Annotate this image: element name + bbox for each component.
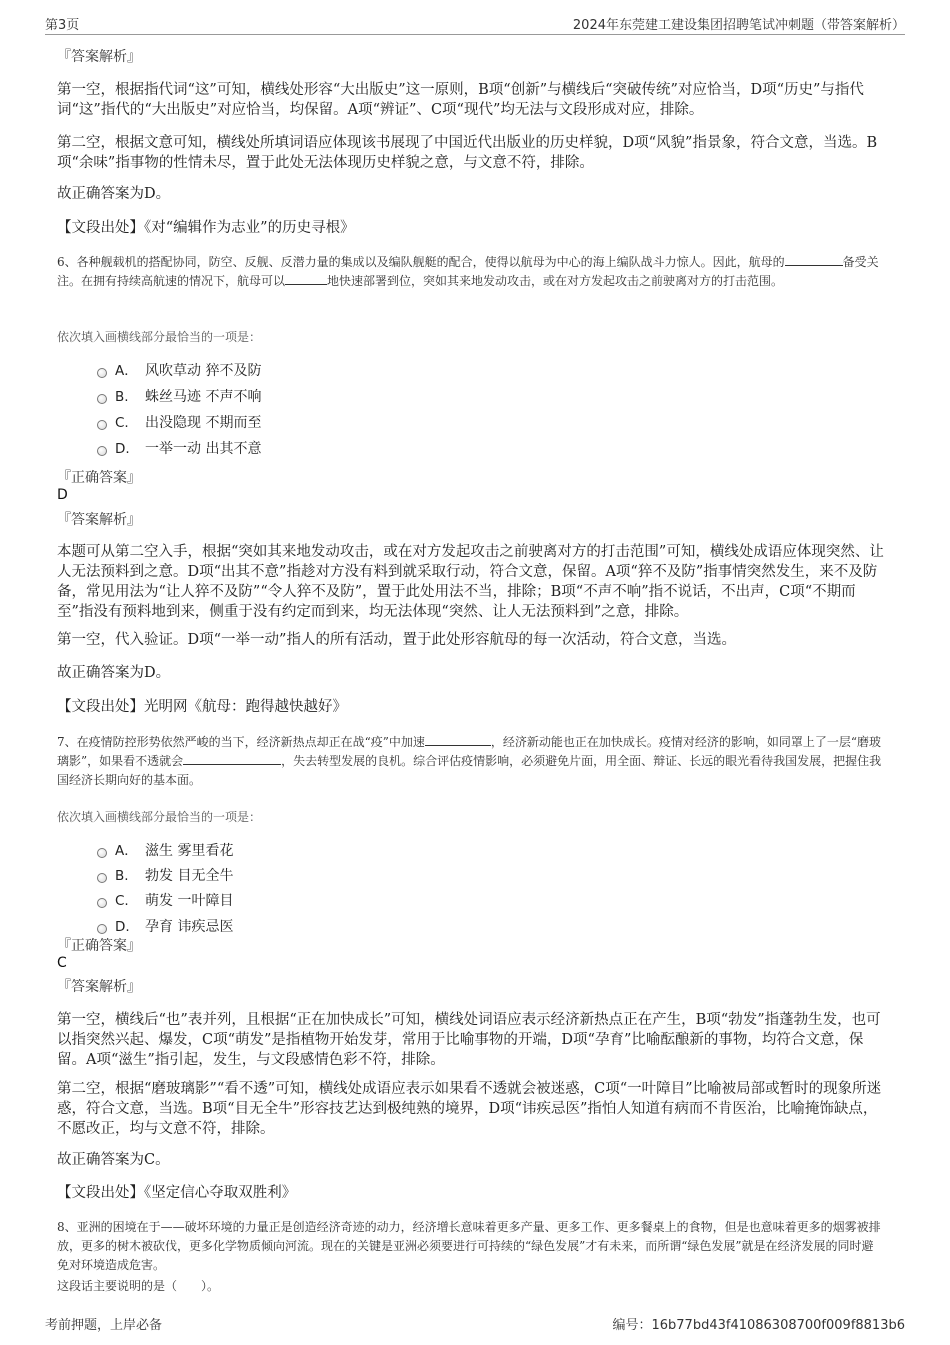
page-number: 第3页 (45, 18, 80, 33)
radio-icon[interactable] (97, 924, 107, 934)
q7-stem-part-b: ，经济新动能也正在加快成长。疫情对经济的影响，如同罩上了一层“磨玻璃影”，如果看不透就会 (57, 735, 882, 768)
q6-answer-label: 『正确答案』 (57, 470, 141, 486)
q6-analysis-p2: 第一空，代入验证。D项“一举一动”指人的所有活动，置于此处形容航母的每一次活动，符合文意，当选。 (57, 632, 736, 648)
q6-stem (57, 253, 885, 291)
q6-option-b[interactable]: B. 蛛丝马迹 不声不响 (97, 387, 261, 407)
q7-blank-2 (183, 752, 281, 765)
q6-blank-1 (785, 253, 843, 266)
q8-question: 这段话主要说明的是（ ）。 (57, 1279, 220, 1293)
q7-option-c[interactable]: C. 萌发 一叶障目 (97, 891, 233, 911)
q5-source: 【文段出处】《对“编辑作为志业”的历史寻根》 (57, 220, 355, 236)
q6-option-d[interactable]: D. 一举一动 出其不意 (97, 439, 261, 459)
q7-analysis-label: 『答案解析』 (57, 979, 141, 995)
q6-answer: D (57, 487, 68, 503)
radio-icon[interactable] (97, 368, 107, 378)
q6-stem-part-a: 6、各种舰载机的搭配协同，防空、反舰、反潜力量的集成以及编队舰艇的配合，使得以航母为中心的海上编队战斗力惊人。因此，航母的 (57, 255, 785, 269)
q7-conclusion: 故正确答案为C。 (57, 1152, 170, 1168)
q7-analysis-p1: 第一空，横线后“也”表并列，且根据“正在加快成长”可知，横线处词语应表示经济新热点正在产生，B项“勃发”指蓬勃生发，也可以指突然兴起、爆发，C项“萌发”是指植物开始发芽，常用于比喻事物的开端，D项“孕育”比喻酝酿新的事物，均符合文意，保留。A项“滋生”指引起，发生，与文段感情色彩不符，排除。 (57, 1012, 881, 1068)
q6-analysis-label: 『答案解析』 (57, 512, 141, 528)
page-header (45, 14, 905, 35)
q6-stem-part-b: 备受关注。在拥有持续高航速的情况下，航母可以 (57, 255, 879, 288)
q7-stem (57, 733, 885, 790)
radio-icon[interactable] (97, 873, 107, 883)
q6-blank-2 (285, 272, 327, 285)
q7-option-b[interactable]: B. 勃发 目无全牛 (97, 866, 233, 886)
q7-analysis-p2: 第二空，根据“磨玻璃影”“看不透”可知，横线处成语应表示如果看不透就会被迷惑，C项“一叶障目”比喻被局部或暂时的现象所迷惑，符合文意，当选。B项“目无全牛”形容技艺达到极纯熟的境界，D项“讳疾忌医”指怕人知道有病而不肯医治，比喻掩饰缺点，不愿改正，均与文意不符，排除。 (57, 1081, 882, 1137)
q7-option-a[interactable]: A． 滋生 雾里看花 (97, 841, 233, 861)
document-title: 2024年东莞建工建设集团招聘笔试冲刺题（带答案解析） (572, 18, 905, 33)
q7-answer: C (57, 955, 67, 971)
q6-analysis-p1: 本题可从第二空入手，根据“突如其来地发动攻击，或在对方发起攻击之前驶离对方的打击范围”可知，横线处成语应体现突然、让人无法预料到之意。D项“出其不意”指趁对方没有料到就采取行动，符合文意，保留。A项“猝不及防”指事情突然发生，来不及防备，常见用法为“让人猝不及防”“令人猝不及防”，置于此处用法不当，排除；B项“不声不响”指不说话，不出声，C项“不期而至”指没有预料地到来，侧重于没有约定而到来，均无法体现“突然、让人无法预料到”之意，排除。 (57, 544, 884, 620)
q7-answer-label: 『正确答案』 (57, 938, 141, 954)
q6-source: 【文段出处】光明网《航母：跑得越快越好》 (57, 699, 347, 715)
radio-icon[interactable] (97, 446, 107, 456)
q5-analysis-p2: 第二空，根据文意可知，横线处所填词语应体现该书展现了中国近代出版业的历史样貌，D项“风貌”指景象，符合文意，当选。B项“余味”指事物的性情未尽，置于此处无法体现历史样貌之意，与文意不符，排除。 (57, 135, 878, 171)
radio-icon[interactable] (97, 420, 107, 430)
q7-stem-part-a: 7、在疫情防控形势依然严峻的当下，经济新热点却正在战“疫”中加速 (57, 735, 425, 749)
q6-conclusion: 故正确答案为D。 (57, 665, 171, 681)
q6-option-a[interactable]: A． 风吹草动 猝不及防 (97, 361, 261, 381)
q5-analysis-p1: 第一空，根据指代词“这”可知，横线处形容“大出版史”这一原则，B项“创新”与横线后“突破传统”对应恰当，D项“历史”与指代词“这”指代的“大出版史”对应恰当，均保留。A项“辨证”、C项“现代”均无法与文段形成对应，排除。 (57, 82, 864, 118)
radio-icon[interactable] (97, 848, 107, 858)
q6-option-c[interactable]: C. 出没隐现 不期而至 (97, 413, 261, 433)
q8-stem: 8、亚洲的困境在于——破坏环境的力量正是创造经济奇迹的动力，经济增长意味着更多产量、更多工作、更多餐桌上的食物，但是也意味着更多的烟雾被排放，更多的树木被砍伐，更多化学物质倾向河流。现在的关键是亚洲必须要进行可持续的“绿色发展”才有未来，而所谓“绿色发展”就是在经济发展的同时避免对环境造成危害。 (57, 1220, 881, 1272)
q5-analysis-label: 『答案解析』 (57, 49, 141, 65)
q7-option-d[interactable]: D. 孕育 讳疾忌医 (97, 917, 233, 937)
q5-conclusion: 故正确答案为D。 (57, 186, 171, 202)
footer-slogan: 考前押题，上岸必备 (45, 1318, 163, 1333)
q7-instruction: 依次填入画横线部分最恰当的一项是： (57, 810, 262, 824)
radio-icon[interactable] (97, 394, 107, 404)
q7-source: 【文段出处】《坚定信心夺取双胜利》 (57, 1185, 297, 1201)
q7-stem-part-c: ，失去转型发展的良机。综合评估疫情影响，必须避免片面，用全面、辩证、长远的眼光看待我国发展，把握住我国经济长期向好的基本面。 (57, 754, 882, 787)
radio-icon[interactable] (97, 898, 107, 908)
q7-blank-1 (425, 733, 491, 746)
q6-stem-part-c: 地快速部署到位，突如其来地发动攻击，或在对方发起攻击之前驶离对方的打击范围。 (327, 274, 784, 288)
q6-instruction: 依次填入画横线部分最恰当的一项是： (57, 330, 262, 344)
document-id: 编号：16b77bd43f41086308700f009f8813b6 (612, 1318, 905, 1333)
